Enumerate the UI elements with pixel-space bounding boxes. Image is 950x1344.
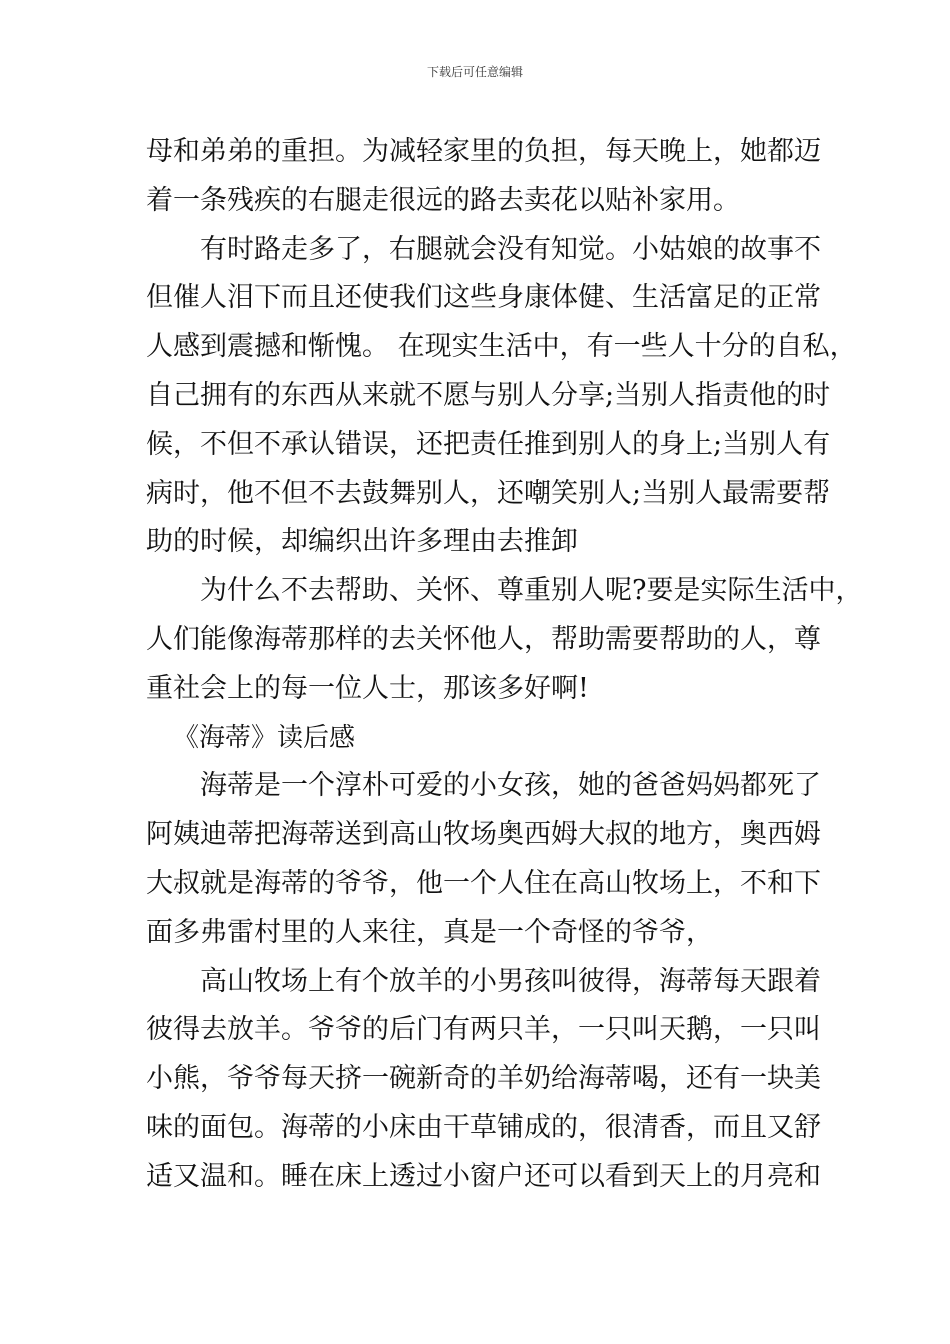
paragraph-start-line: 有时路走多了，右腿就会没有知觉。小姑娘的故事不 [200,233,821,265]
text-line: 着一条残疾的右腿走很远的路去卖花以贴补家用。 [146,184,740,216]
text-line: 人感到震撼和惭愧。 在现实生活中，有一些人十分的自私， [146,331,857,363]
page-header: 下载后可任意编辑 [426,65,523,79]
paragraph-start-line: 高山牧场上有个放羊的小男孩叫彼得，海蒂每天跟着 [200,965,821,997]
text-line: 彼得去放羊。爷爷的后门有两只羊，一只叫天鹅，一只叫 [146,1014,821,1046]
text-line: 助的时候，却编织出许多理由去推卸 [146,526,578,558]
paragraph-start-line: 海蒂是一个淳朴可爱的小女孩，她的爸爸妈妈都死了 [200,770,821,802]
text-line: 病时，他不但不去鼓舞别人，还嘲笑别人;当别人最需要帮 [146,477,831,509]
text-line: 候，不但不承认错误，还把责任推到别人的身上;当别人有 [146,428,831,460]
section-title: 《海蒂》读后感 [173,722,356,753]
text-line: 人们能像海蒂那样的去关怀他人，帮助需要帮助的人，尊 [146,623,821,655]
text-line: 小熊，爷爷每天挤一碗新奇的羊奶给海蒂喝，还有一块美 [146,1063,821,1095]
paragraph-start-line: 为什么不去帮助、关怀、尊重别人呢?要是实际生活中， [200,575,863,607]
text-line: 阿姨迪蒂把海蒂送到高山牧场奥西姆大叔的地方，奥西姆 [146,819,821,851]
text-line: 但催人泪下而且还使我们这些身康体健、生活富足的正常 [146,282,821,314]
text-line: 母和弟弟的重担。为减轻家里的负担，每天晚上，她都迈 [146,136,821,167]
text-line: 自己拥有的东西从来就不愿与别人分享;当别人指责他的时 [146,379,831,411]
text-line: 面多弗雷村里的人来往，真是一个奇怪的爷爷， [146,916,713,948]
text-line: 味的面包。海蒂的小床由干草铺成的，很清香，而且又舒 [146,1111,821,1143]
text-line: 适又温和。睡在床上透过小窗户还可以看到天上的月亮和 [146,1160,821,1192]
text-line: 大叔就是海蒂的爷爷，他一个人住在高山牧场上，不和下 [146,867,821,899]
document-body [146,128,863,1202]
text-line: 重社会上的每一位人士，那该多好啊! [146,672,589,704]
